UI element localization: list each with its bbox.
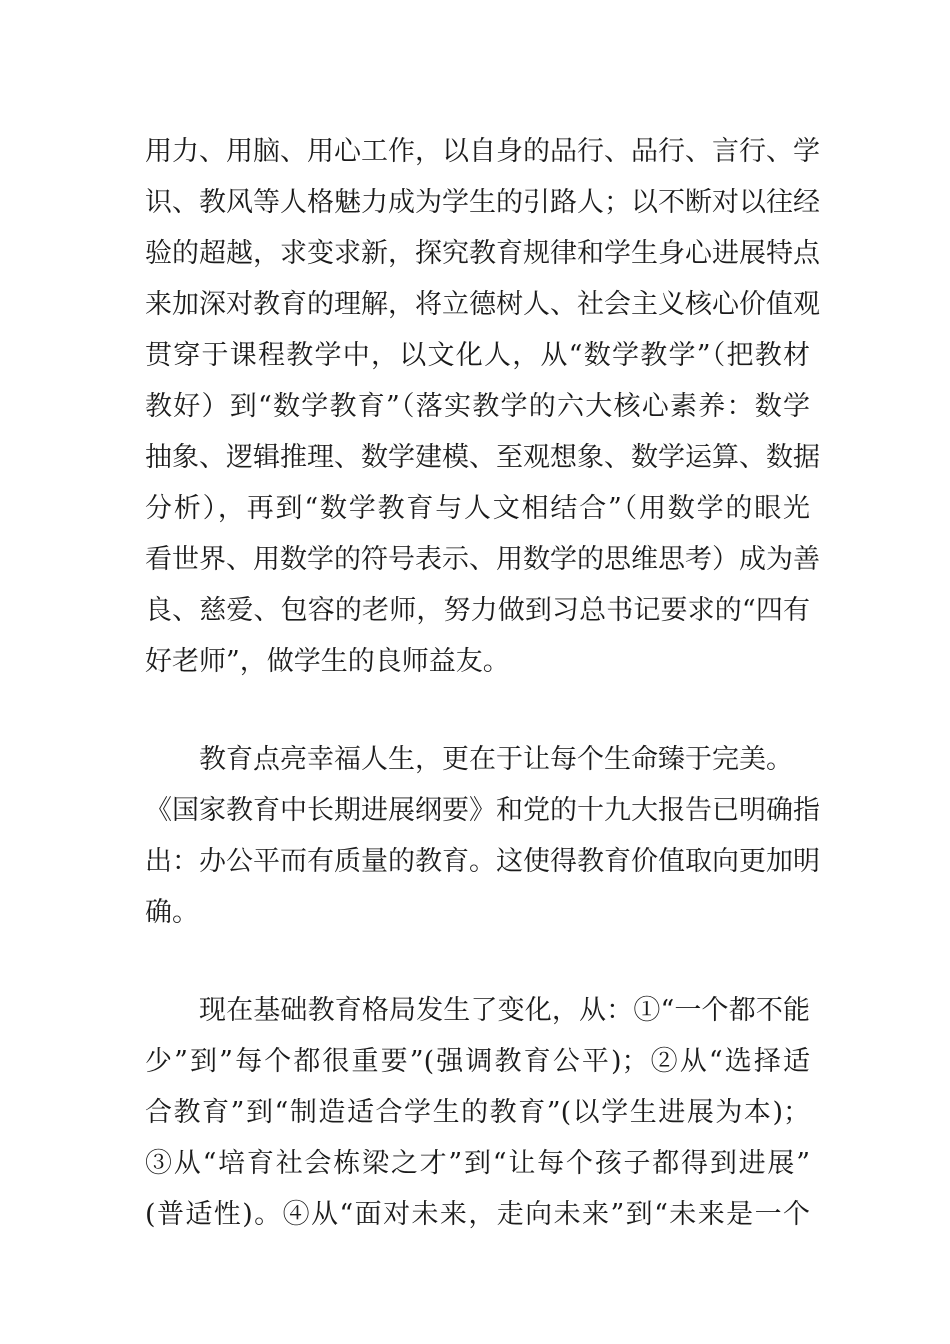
text-line: 贯穿于课程教学中，以文化人，从“数学教学”（把教材: [145, 340, 810, 371]
text-line: 现在基础教育格局发生了变化，从：①“一个都不能: [199, 995, 810, 1026]
text-line: 教好）到“数学教育”（落实教学的六大核心素养：数学: [145, 391, 810, 422]
text-line: 抽象、逻辑推理、数学建模、至观想象、数学运算、数据: [145, 442, 820, 473]
text-line: 出：办公平而有质量的教育。这使得教育价值取向更加明: [145, 846, 820, 877]
text-line: 用力、用脑、用心工作，以自身的品行、品行、言行、学: [145, 136, 820, 167]
text-line: 少”到”每个都很重要”(强调教育公平)；②从“选择适: [145, 1046, 810, 1077]
text-line: 分析），再到“数学教育与人文相结合”（用数学的眼光: [145, 493, 810, 524]
text-line: 良、慈爱、包容的老师，努力做到习总书记要求的“四有: [145, 595, 810, 626]
text-line: 识、教风等人格魅力成为学生的引路人；以不断对以往经: [145, 187, 820, 218]
text-line: 验的超越，求变求新，探究教育规律和学生身心进展特点: [145, 238, 820, 269]
text-line: 来加深对教育的理解，将立德树人、社会主义核心价值观: [145, 289, 820, 320]
text-line: 合教育”到“制造适合学生的教育”(以学生进展为本)；: [145, 1097, 810, 1128]
text-line: ③从“培育社会栋梁之才”到“让每个孩子都得到进展”: [145, 1148, 810, 1179]
text-line: 确。: [145, 897, 199, 928]
text-line: 看世界、用数学的符号表示、用数学的思维思考）成为善: [145, 544, 820, 575]
text-line: 《国家教育中长期进展纲要》和党的十九大报告已明确指: [145, 795, 820, 826]
text-line: (普适性)。④从“面对未来，走向未来”到“未来是一个: [145, 1199, 810, 1230]
text-line: 教育点亮幸福人生，更在于让每个生命臻于完美。: [199, 744, 793, 775]
text-line: 好老师”，做学生的良师益友。: [145, 646, 510, 677]
